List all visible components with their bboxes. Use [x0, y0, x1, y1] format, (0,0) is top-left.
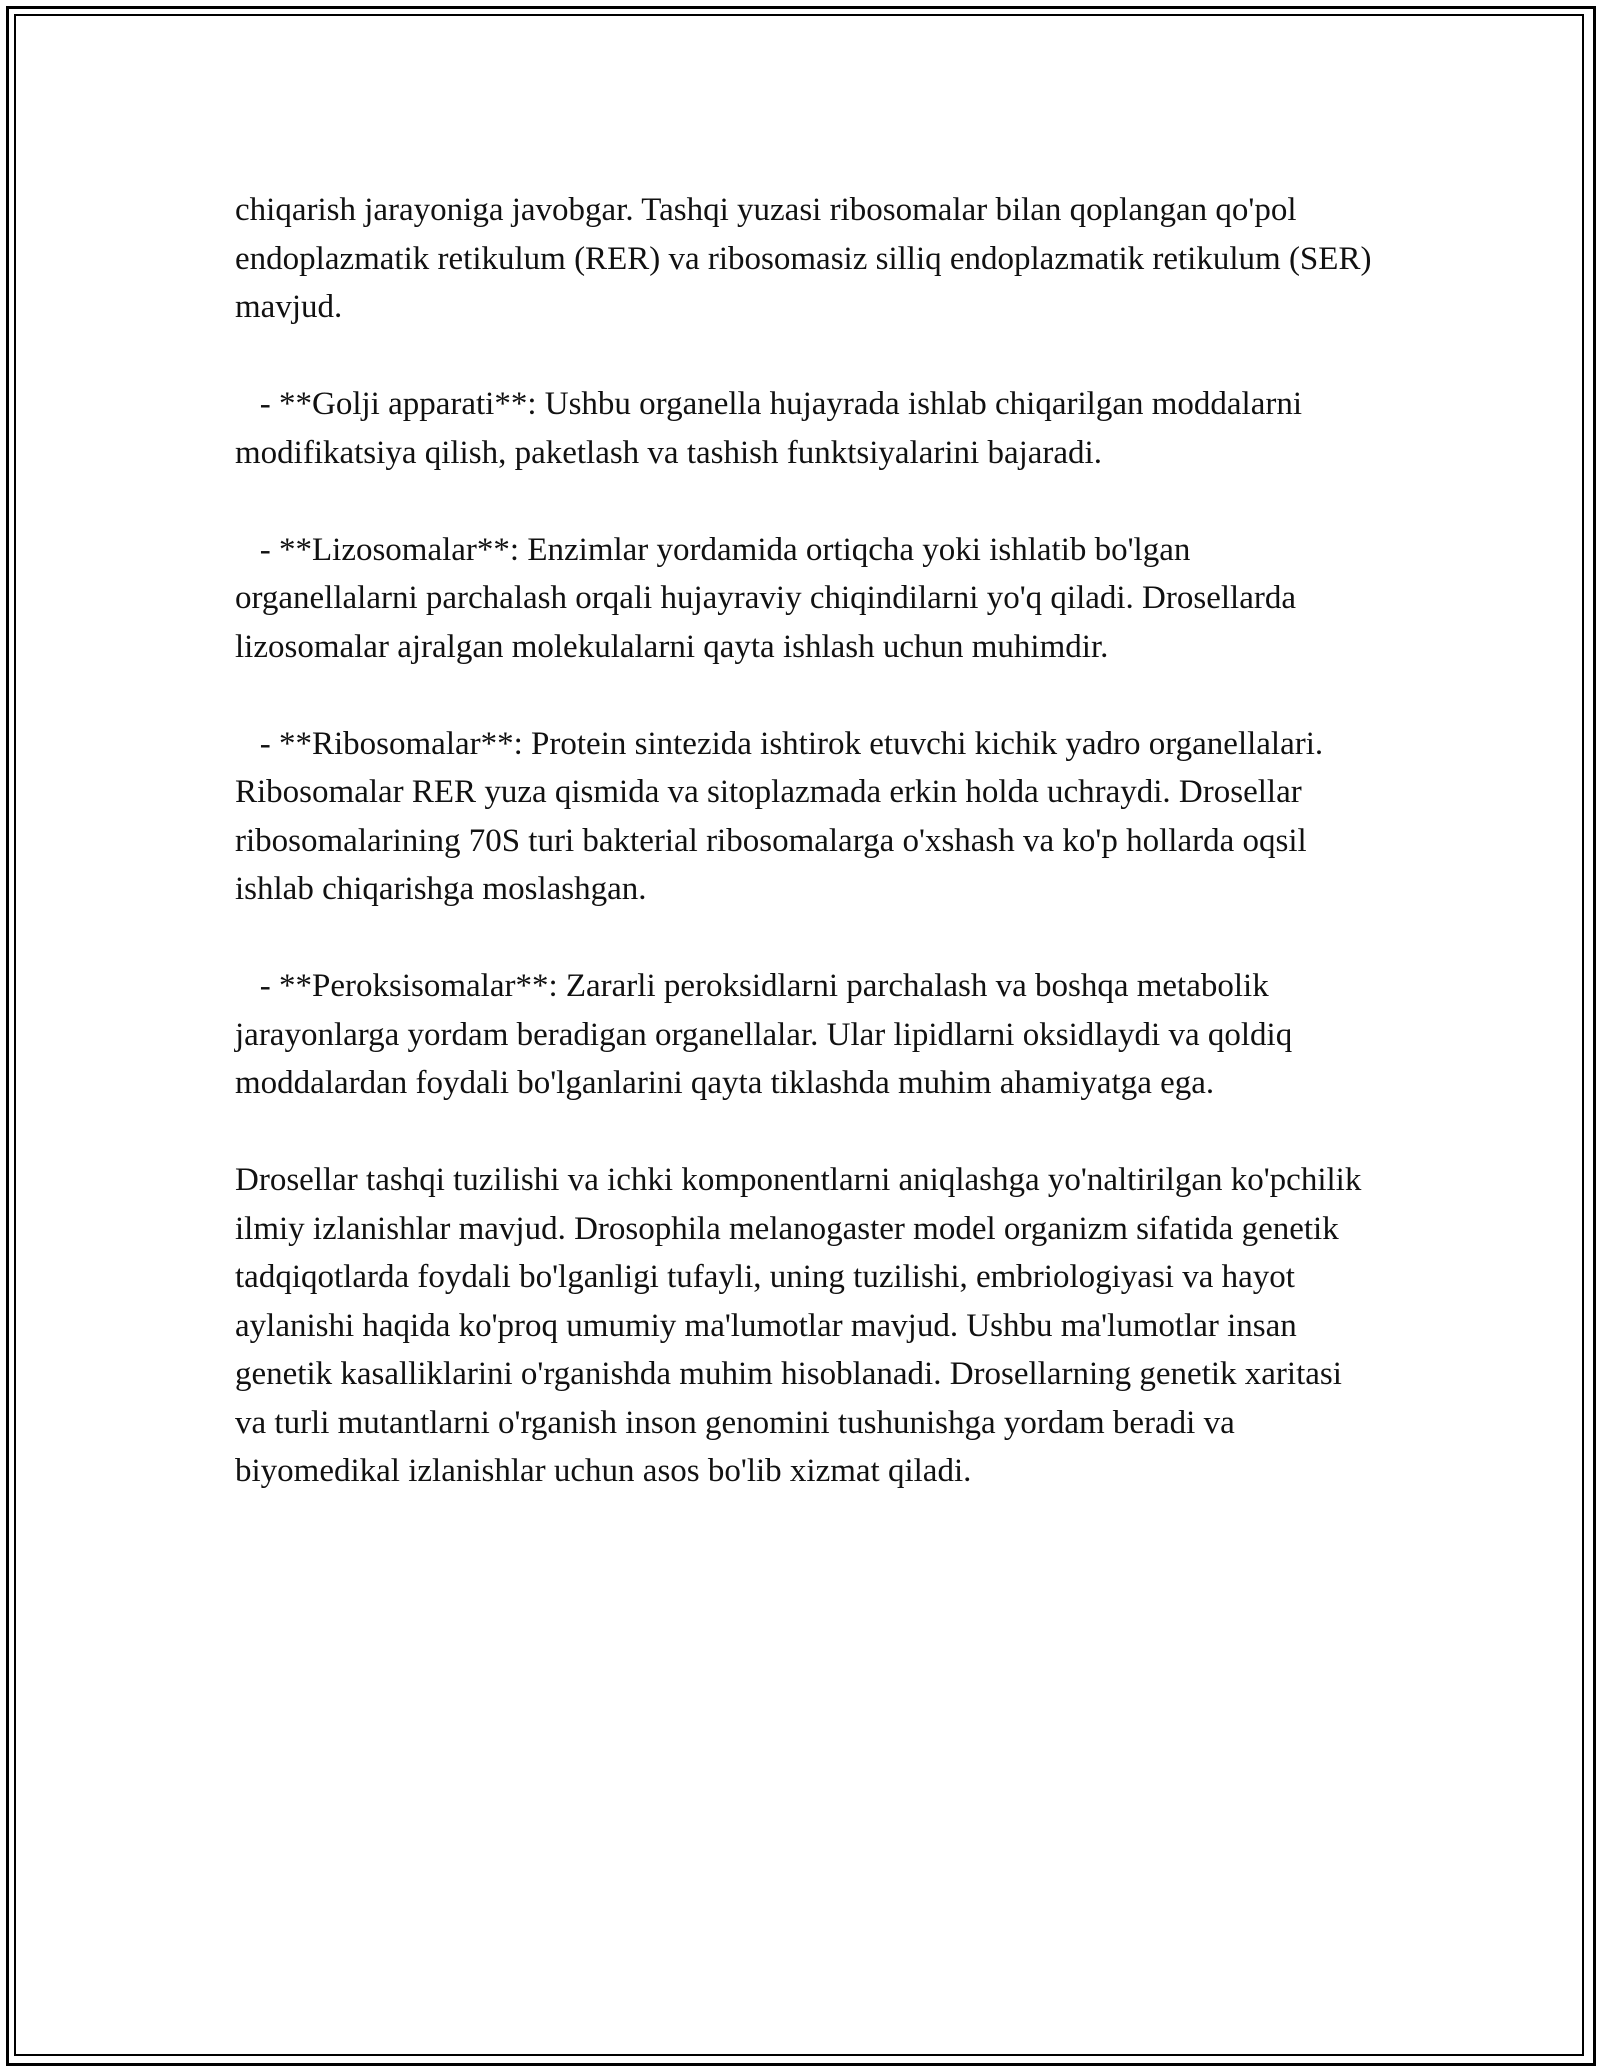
paragraph-endoplasmic-reticulum: chiqarish jarayoniga javobgar. Tashqi yuzasi ribosomalar bilan qoplangan qo'pol endoplazmatik retikulum (RER) va ribosomasiz silliq endoplazmatik retikulum (SER) mavjud.	[235, 192, 1380, 325]
paragraph-peroxisomes: - **Peroksisomalar**: Zararli peroksidlarni parchalash va boshqa metabolik jarayonlarga yordam beradigan organellalar. Ular lipidlarni oksidlaydi va qoldiq moddalardan foydali bo'lganlarini qayta tiklashda muhim ahamiyatga ega.	[235, 968, 1301, 1101]
paragraph-lysosomes: - **Lizosomalar**: Enzimlar yordamida ortiqcha yoki ishlatib bo'lgan organellalarni parchalash orqali hujayraviy chiqindilarni yo'q qiladi. Drosellarda lizosomalar ajralgan molekulalarni qayta ishlash uchun muhimdir.	[235, 531, 1305, 665]
paragraph-golgi-apparatus: - **Golji apparati**: Ushbu organella hujayrada ishlab chiqarilgan moddalarni modifikatsiya qilish, paketlash va tashish funktsiyalarini bajaradi.	[235, 386, 1311, 471]
document-body	[235, 186, 1380, 1544]
paragraph-research-summary: Drosellar tashqi tuzilishi va ichki komponentlarni aniqlashga yo'naltirilgan ko'pchilik ilmiy izlanishlar mavjud. Drosophila melanogaster model organizm sifatida genetik tadqiqotlarda foydali bo'lganligi tufayli, uning tuzilishi, embriologiyasi va hayot aylanishi haqida ko'proq umumiy ma'lumotlar mavjud. Ushbu ma'lumotlar insan genetik kasalliklarini o'rganishda muhim hisoblanadi. Drosellarning genetik xaritasi va turli mutantlarni o'rganish inson genomini tushunishga yordam beradi va biyomedikal izlanishlar uchun asos bo'lib xizmat qiladi.	[235, 1162, 1370, 1489]
paragraph-ribosomes: - **Ribosomalar**: Protein sintezida ishtirok etuvchi kichik yadro organellalari. Ribosomalar RER yuza qismida va sitoplazmada erkin holda uchraydi. Drosellar ribosomalarining 70S turi bakterial ribosomalarga o'xshash va ko'p hollarda oqsil ishlab chiqarishga moslashgan.	[235, 725, 1332, 907]
